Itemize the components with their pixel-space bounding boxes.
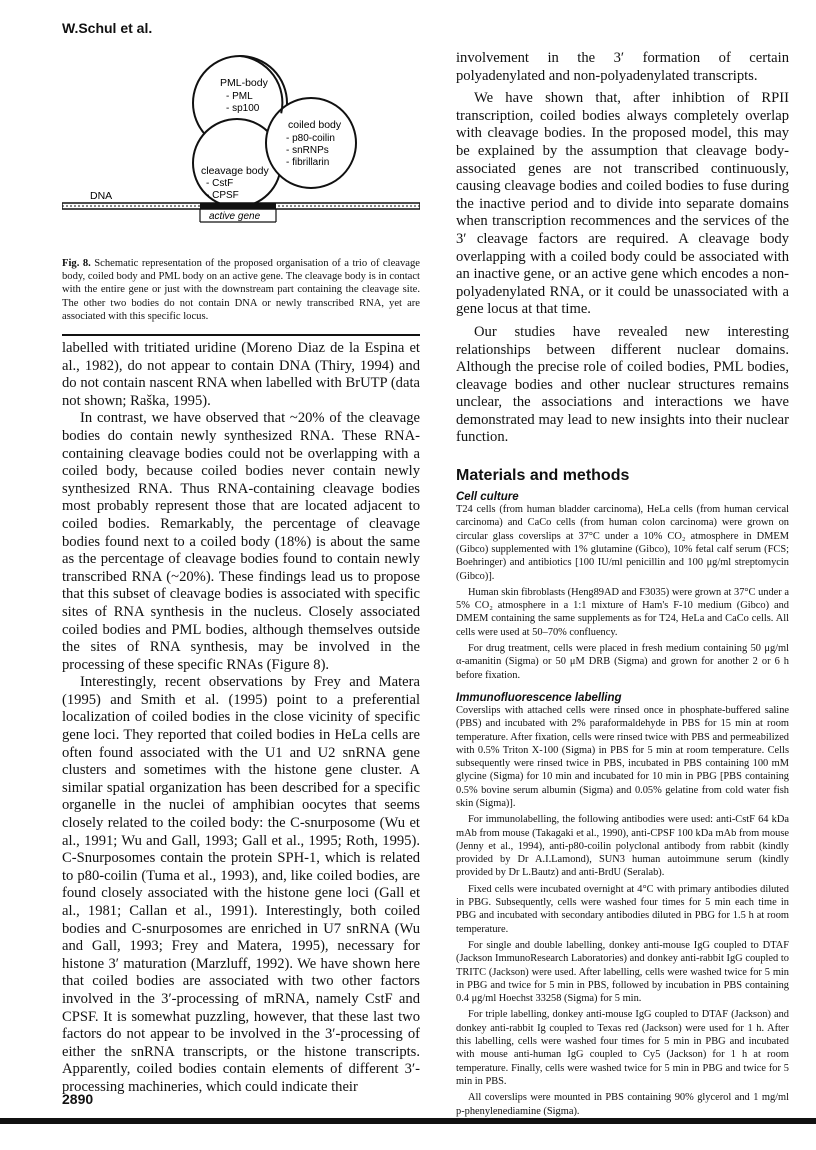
- cleavage-body-title: cleavage body: [201, 165, 269, 177]
- methods-paragraph: All coverslips were mounted in PBS containing 90% glycerol and 1 mg/ml p-phenylenediamine (Sigma).: [456, 1092, 789, 1117]
- section-title: Materials and methods: [456, 467, 630, 485]
- active-gene-label: active gene: [209, 211, 261, 222]
- caption-label: Fig. 8.: [62, 257, 91, 269]
- figure-caption: [62, 257, 420, 324]
- methods-paragraph: For single and double labelling, donkey anti-mouse IgG coupled to DTAF (Jackson ImmunoResearch Laboratories) and donkey anti-rabbit IgG coupled to TRITC (Jackson) were used. After labelling, cells were washed twice for 5 min in PBG and twice for 5 min in PBS, followed by incubation in PBS containing 0.4 μg/ml Hoechst 33258 (Sigma) for 5 min.: [456, 939, 789, 1005]
- methods-paragraph: For triple labelling, donkey anti-mouse IgG coupled to DTAF (Jackson) and donkey anti-rabbit Ig coupled to Texas red (Jackson) were used for 1 h. After this labelling, cells were washed four times for 5 min in PBG and incubated with mouse anti-human IgG coupled to Cy5 (Jackson) for 1 h at room temperature. Finally, cells were washed twice for 5 min in PBG and twice for 5 min in PBS.: [456, 1009, 789, 1087]
- methods-paragraph: For immunolabelling, the following antibodies were used: anti-CstF 64 kDa mAb from mouse (Takagaki et al., 1990), anti-CPSF 100 kDa mAb from mouse (Jenny et al., 1994), anti-p80-coilin polyclonal antibody from rabbit (kindly provided by Dr A.I.Lamond), SUN3 human autoimmune serum (kindly provided by Dr L.Bautz) and anti-BrdU (Seralab).: [456, 814, 789, 879]
- page-number: 2890: [62, 1091, 94, 1107]
- subsection-heading: Immunofluorescence labelling: [456, 691, 622, 704]
- footer-bar: [0, 1118, 816, 1124]
- active-gene-bar: [200, 203, 276, 209]
- subsection-heading: Cell culture: [456, 491, 519, 504]
- left-paragraph: In contrast, we have observed that ~20% of the cleavage bodies do contain newly synthesized RNA. These RNA-containing cleavage bodies could not be overlapping with a coiled body, because coiled bodies never contain newly synthesized RNA. Thus RNA-containing cleavage bodies most probably represent those that are located adjacent to coiled bodies. Remarkably, the percentage of cleavage bodies found next to a coiled body (18%) is about the same as the percentage of cleavage bodies found to contain newly transcribed RNA (~20%). These findings lead us to propose that this subset of cleavage bodies is associated with specific sites of RNA synthesis in the nucleus. Closely associated coiled bodies and PML bodies, although themselves outside the sites of RNA synthesis, may be involved in the processing of these specific RNAs (Figure 8).: [62, 410, 420, 673]
- figure-8-diagram: [62, 48, 420, 238]
- caption-text: Schematic representation of the proposed organisation of a trio of cleavage body, coiled body and PML body on an active gene. The cleavage body is in contact with the entire gene or just with the downstream part containing the cleavage site. The other two bodies do not contain DNA or newly transcribed RNA, yet are associated with this specific locus.: [62, 257, 420, 323]
- left-paragraph: Interestingly, recent observations by Frey and Matera (1995) and Smith et al. (1995) point to a preferential localization of coiled bodies in the close vicinity of specific gene loci. They reported that coiled bodies in HeLa cells are often found associated with the U1 and U2 snRNA gene clusters and sometimes with the histone gene cluster. A similar spatial organization has been described for a specific organelle in the nuclei of amphibian oocytes that seems closely related to the coiled body: the C-snurposome (Wu et al., 1991; Wu and Gall, 1993; Gall et al., 1995; Roth, 1995). C-Snurposomes contain the protein SPH-1, which is related to p80-coilin (Tuma et al., 1993), and, like coiled bodies, are found closely associated with the histone gene loci (Gall et al., 1981; Callan et al., 1991). Interestingly, both coiled bodies and C-snurposomes are enriched in U7 snRNA (Wu and Gall, 1993; Frey and Matera, 1995), necessary for histone 3′ maturation (Marzluff, 1992). We have shown here that coiled bodies are associated with two other factors involved in the 3′-processing of mRNA, namely CstF and CPSF. It is somewhat puzzling, however, that these last two factors do not appear to be involved in the 3′-processing of either the snRNA transcripts, or the histone transcripts. Apparently, coiled bodies contain elements of different 3′-processing machineries, which could indicate their: [62, 674, 420, 1095]
- cleavage-item: - CstF: [206, 178, 234, 189]
- right-paragraph: Our studies have revealed new interesting relationships between different nuclear domains. Although the precise role of coiled bodies, PML bodies, cleavage bodies and other nuclear structures remains unclear, the associations and interactions we have demonstrated may lead to new insights into their nuclear function.: [456, 323, 789, 446]
- coiled-item: - p80-coilin: [286, 133, 335, 144]
- left-paragraph: labelled with tritiated uridine (Moreno Diaz de la Espina et al., 1982), do not appear to contain DNA (Thiry, 1994) and do not contain nascent RNA when labelled with BrUTP (data not shown; Raška, 1995).: [62, 340, 420, 409]
- pml-item: - sp100: [226, 103, 260, 114]
- coiled-item: - snRNPs: [286, 145, 329, 156]
- running-head: W.Schul et al.: [62, 20, 153, 36]
- pml-item: - PML: [226, 91, 253, 102]
- methods-paragraph: T24 cells (from human bladder carcinoma), HeLa cells (from human cervical carcinoma) and CaCo cells (from human colon carcinoma) were grown on circular glass coverslips at 37°C under a 10% CO₂ atmosphere in DMEM (Gibco) supplemented with 1% glutamine (Gibco), 10% fetal calf serum (FCS; Boehringer) and antibiotics [100 IU/ml penicillin and 100 μg/ml streptomycin (Gibco)].: [456, 504, 789, 582]
- pml-body-title: PML-body: [220, 77, 268, 89]
- caption-rule: [62, 334, 420, 336]
- coiled-body-title: coiled body: [288, 119, 342, 131]
- methods-paragraph: Coverslips with attached cells were rinsed once in phosphate-buffered saline (PBS) and incubated with 2% paraformaldehyde in PBS for 15 min at room temperature. After fixation, cells were rinsed twice with PBS and permeabilized with 0.5% Triton X-100 (Sigma) in PBS for 5 min at room temperature. Cells subsequently were rinsed twice in PBS, incubated in PBS containing 100 mM glycine (Sigma) for 10 min and incubated for 10 min in PBG [PBS containing 0.5% bovine serum albumin (Sigma) and 0.05% gelatine from cold water fish skin (Sigma)].: [456, 704, 789, 809]
- right-paragraph: We have shown that, after inhibtion of RPII transcription, coiled bodies always completely overlap with cleavage bodies. In the proposed model, this may be explained by the assumption that cleavage body-associated genes are not transcribed continuously, causing cleavage bodies and coiled bodies to fuse during the inactive period and to divide into separate domains when transcription recommences and the services of the 3′ cleavage factors are required. A cleavage body overlapping with a coiled body could be associated with an inactive gene, or an active gene which encodes a non-polyadenylated RNA, or it could be unassociated with a gene locus at that time.: [456, 90, 789, 318]
- methods-paragraph: For drug treatment, cells were placed in fresh medium containing 50 μg/ml α-amanitin (Sigma) or 50 μM DRB (Sigma) and grown for another 2 or 6 h before fixation.: [456, 643, 789, 681]
- methods-paragraph: Fixed cells were incubated overnight at 4°C with primary antibodies diluted in PBG. Subsequently, cells were washed four times for 5 min each time in PBG and incubated with secondary antibodies diluted in PBG for 1.5 h at room temperature.: [456, 883, 789, 935]
- cleavage-item: - CPSF: [206, 190, 239, 201]
- right-paragraph: involvement in the 3′ formation of certain polyadenylated and non-polyadenylated transcripts.: [456, 50, 789, 84]
- coiled-item: - fibrillarin: [286, 157, 330, 168]
- methods-paragraph: Human skin fibroblasts (Heng89AD and F3035) were grown at 37°C under a 5% CO₂ atmosphere in a 1:1 mixture of Ham's F-10 medium (Gibco) and DMEM containing the same supplements as for T24, HeLa and CaCo cells. All cells were used at 50–70% confluency.: [456, 586, 789, 638]
- dna-label: DNA: [90, 190, 113, 202]
